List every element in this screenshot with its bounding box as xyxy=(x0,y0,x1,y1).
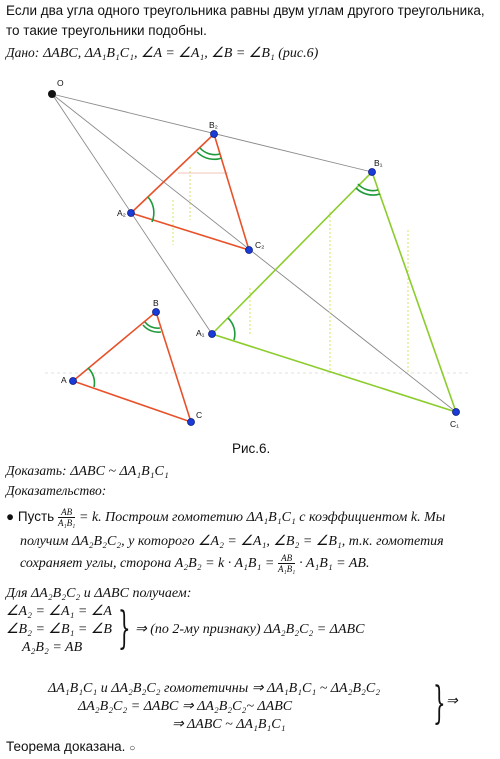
center-point-o xyxy=(48,90,56,98)
label-b1: B₁ xyxy=(374,158,383,168)
fraction-2-num: AB xyxy=(278,553,295,564)
given-line xyxy=(6,44,318,62)
angle-marks xyxy=(88,148,380,387)
system1-brace: } xyxy=(118,603,131,654)
prove-line xyxy=(6,462,169,480)
given-label: Дано: xyxy=(6,45,40,60)
given-text: ΔABC, ΔA₁B₁C₁, ∠A = ∠A₁, ∠B = ∠B₁ (рис.6) xyxy=(43,46,319,61)
proof-label: Доказательство: xyxy=(6,483,107,498)
system2-row3: ⇒ ΔABC ~ ΔA₁B₁C₁ xyxy=(172,717,286,732)
figure-6 xyxy=(0,70,500,470)
fraction-2 xyxy=(278,553,295,574)
end-mark: ○ xyxy=(129,743,136,754)
figure-caption: Рис.6. xyxy=(232,441,271,456)
label-c2: C₂ xyxy=(255,240,265,250)
system1-row2: ∠B₂ = ∠B₁ = ∠B xyxy=(6,622,112,637)
system2-brace: } xyxy=(433,678,446,729)
system2-row1: ΔA₁B₁C₁ и ΔA₂B₂C₂ гомотетичны ⇒ ΔA₁B₁C₁ ~ ΔA₂B₂C₂ xyxy=(48,681,381,696)
prove-label: Доказать: xyxy=(6,463,67,478)
label-c1: C₁ xyxy=(450,419,460,429)
proof-text-3a: сохраняет углы, сторона A₂B₂ = k · A₁B₁ = xyxy=(20,556,275,572)
system1-row1: ∠A₂ = ∠A₁ = ∠A xyxy=(6,604,112,619)
vertex-points xyxy=(70,131,460,426)
conclusion-line xyxy=(6,738,135,757)
triangle-a1b1c1 xyxy=(212,172,456,412)
fraction-1-num: AB xyxy=(58,507,75,518)
prove-text: ΔABC ~ ΔA₁B₁C₁ xyxy=(70,464,169,479)
proof-text-1b: = k. Построим гомотетию ΔA₁B₁C₁ с коэффициентом k. Мы xyxy=(79,510,446,526)
proof-line1 xyxy=(6,507,445,528)
theorem-statement-line2: то такие треугольники подобны. xyxy=(6,23,207,38)
proof-text-1a: Пусть xyxy=(17,509,55,525)
bullet: ● xyxy=(6,509,15,525)
label-a1: A₁ xyxy=(196,328,205,338)
dotted-verticals xyxy=(173,167,408,373)
proof-line4: Для ΔA₂B₂C₂ и ΔABC получаем: xyxy=(6,586,192,601)
proof-text-3b: · A₁B₁ = AB. xyxy=(299,556,370,572)
fraction-2-den: A₁B₁ xyxy=(278,564,296,574)
label-b2: B₂ xyxy=(209,120,218,130)
system2-result: ⇒ xyxy=(446,694,458,709)
label-o: O xyxy=(57,78,64,88)
homothety-rays xyxy=(52,94,456,412)
system1-row3: A₂B₂ = AB xyxy=(22,640,83,655)
theorem-statement-line1: Если два угла одного треугольника равны двум углам другого треугольника, xyxy=(6,3,485,18)
system2-row2: ΔA₂B₂C₂ = ΔABC ⇒ ΔA₂B₂C₂~ ΔABC xyxy=(78,699,293,714)
proof-line2: получим ΔA₂B₂C₂, у которого ∠A₂ = ∠A₁, ∠B₂ = ∠B₁, т.к. гомотетия xyxy=(20,534,444,549)
label-b: B xyxy=(153,298,159,308)
fraction-1 xyxy=(58,507,75,528)
conclusion-text: Теорема доказана. xyxy=(6,739,126,754)
fraction-1-den: A₁B₁ xyxy=(57,518,76,528)
label-a: A xyxy=(61,375,67,385)
triangle-abc xyxy=(73,312,191,422)
system1-result: ⇒ (по 2-му признаку) ΔA₂B₂C₂ = ΔABC xyxy=(135,622,365,637)
proof-line3 xyxy=(20,553,369,574)
label-a2: A₂ xyxy=(117,208,126,218)
label-c: C xyxy=(196,410,203,420)
